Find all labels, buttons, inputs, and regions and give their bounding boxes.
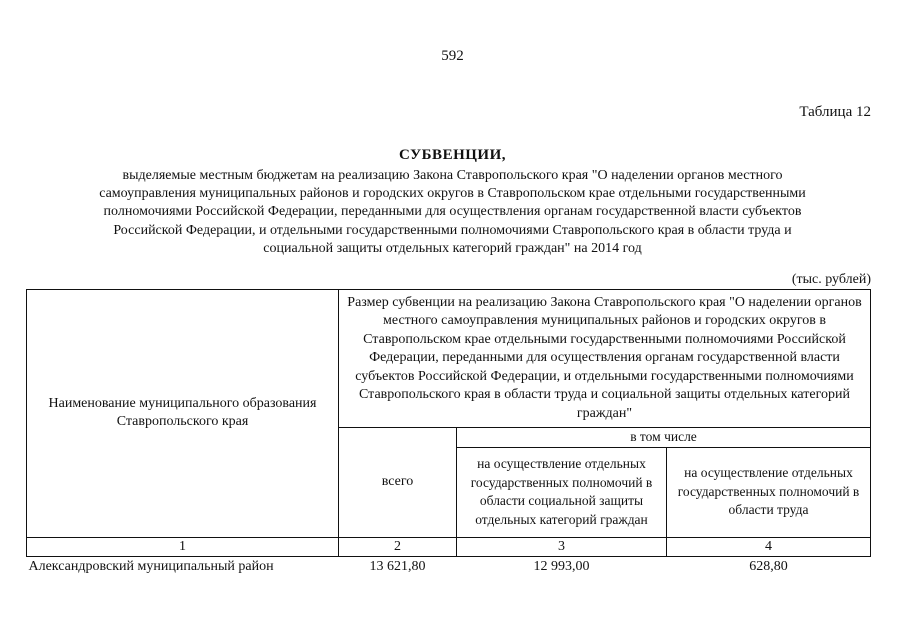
table-row	[27, 557, 871, 577]
column-numbers-row	[27, 537, 871, 557]
table-number: Таблица 12	[799, 104, 871, 120]
header-subsidy-size: Размер субвенции на реализацию Закона Ставропольского края "О наделении органов местного самоуправления муниципальных районов и городских округов в Ставропольском крае отдельными государственными полномочиями Российской Федерации, переданными для осуществления органам государственной власти субъектов Российской Федерации, и отдельными государственными полномочиями Ставропольского края в области труда и социальной защиты отдельных категорий граждан"	[339, 290, 871, 428]
column-number: 1	[27, 537, 339, 557]
social-value: 12 993,00	[533, 558, 590, 574]
document-subtitle: выделяемые местным бюджетам на реализацию Закона Ставропольского края "О наделении органов местного самоуправления муниципальных районов и городских округов в Ставропольском крае отдельными государственными полномочиями Российской Федерации, переданными для осуществления органам государственной власти субъектов Российской Федерации, и отдельными государственными полномочиями Ставропольского края в области труда и социальной защиты отдельных категорий граждан" на 2014 год	[99, 168, 806, 256]
column-number: 2	[339, 537, 457, 557]
header-total: всего	[339, 428, 457, 538]
document-title: СУБВЕНЦИИ,	[399, 147, 506, 163]
units-note: (тыс. рублей)	[791, 272, 871, 287]
total-value: 13 621,80	[369, 558, 426, 574]
header-municipality: Наименование муниципального образования Ставропольского края	[27, 290, 339, 538]
header-including: в том числе	[457, 428, 871, 448]
subsidy-table	[26, 289, 871, 577]
column-number: 3	[457, 537, 667, 557]
labor-value: 628,80	[749, 558, 788, 574]
municipality-name: Александровский муниципальный район	[28, 558, 274, 574]
column-number: 4	[667, 537, 871, 557]
page-number: 592	[441, 48, 464, 64]
header-labor: на осуществление отдельных государственных полномочий в области труда	[667, 447, 871, 537]
header-social-protection: на осуществление отдельных государственных полномочий в области социальной защиты отдельных категорий граждан	[457, 447, 667, 537]
